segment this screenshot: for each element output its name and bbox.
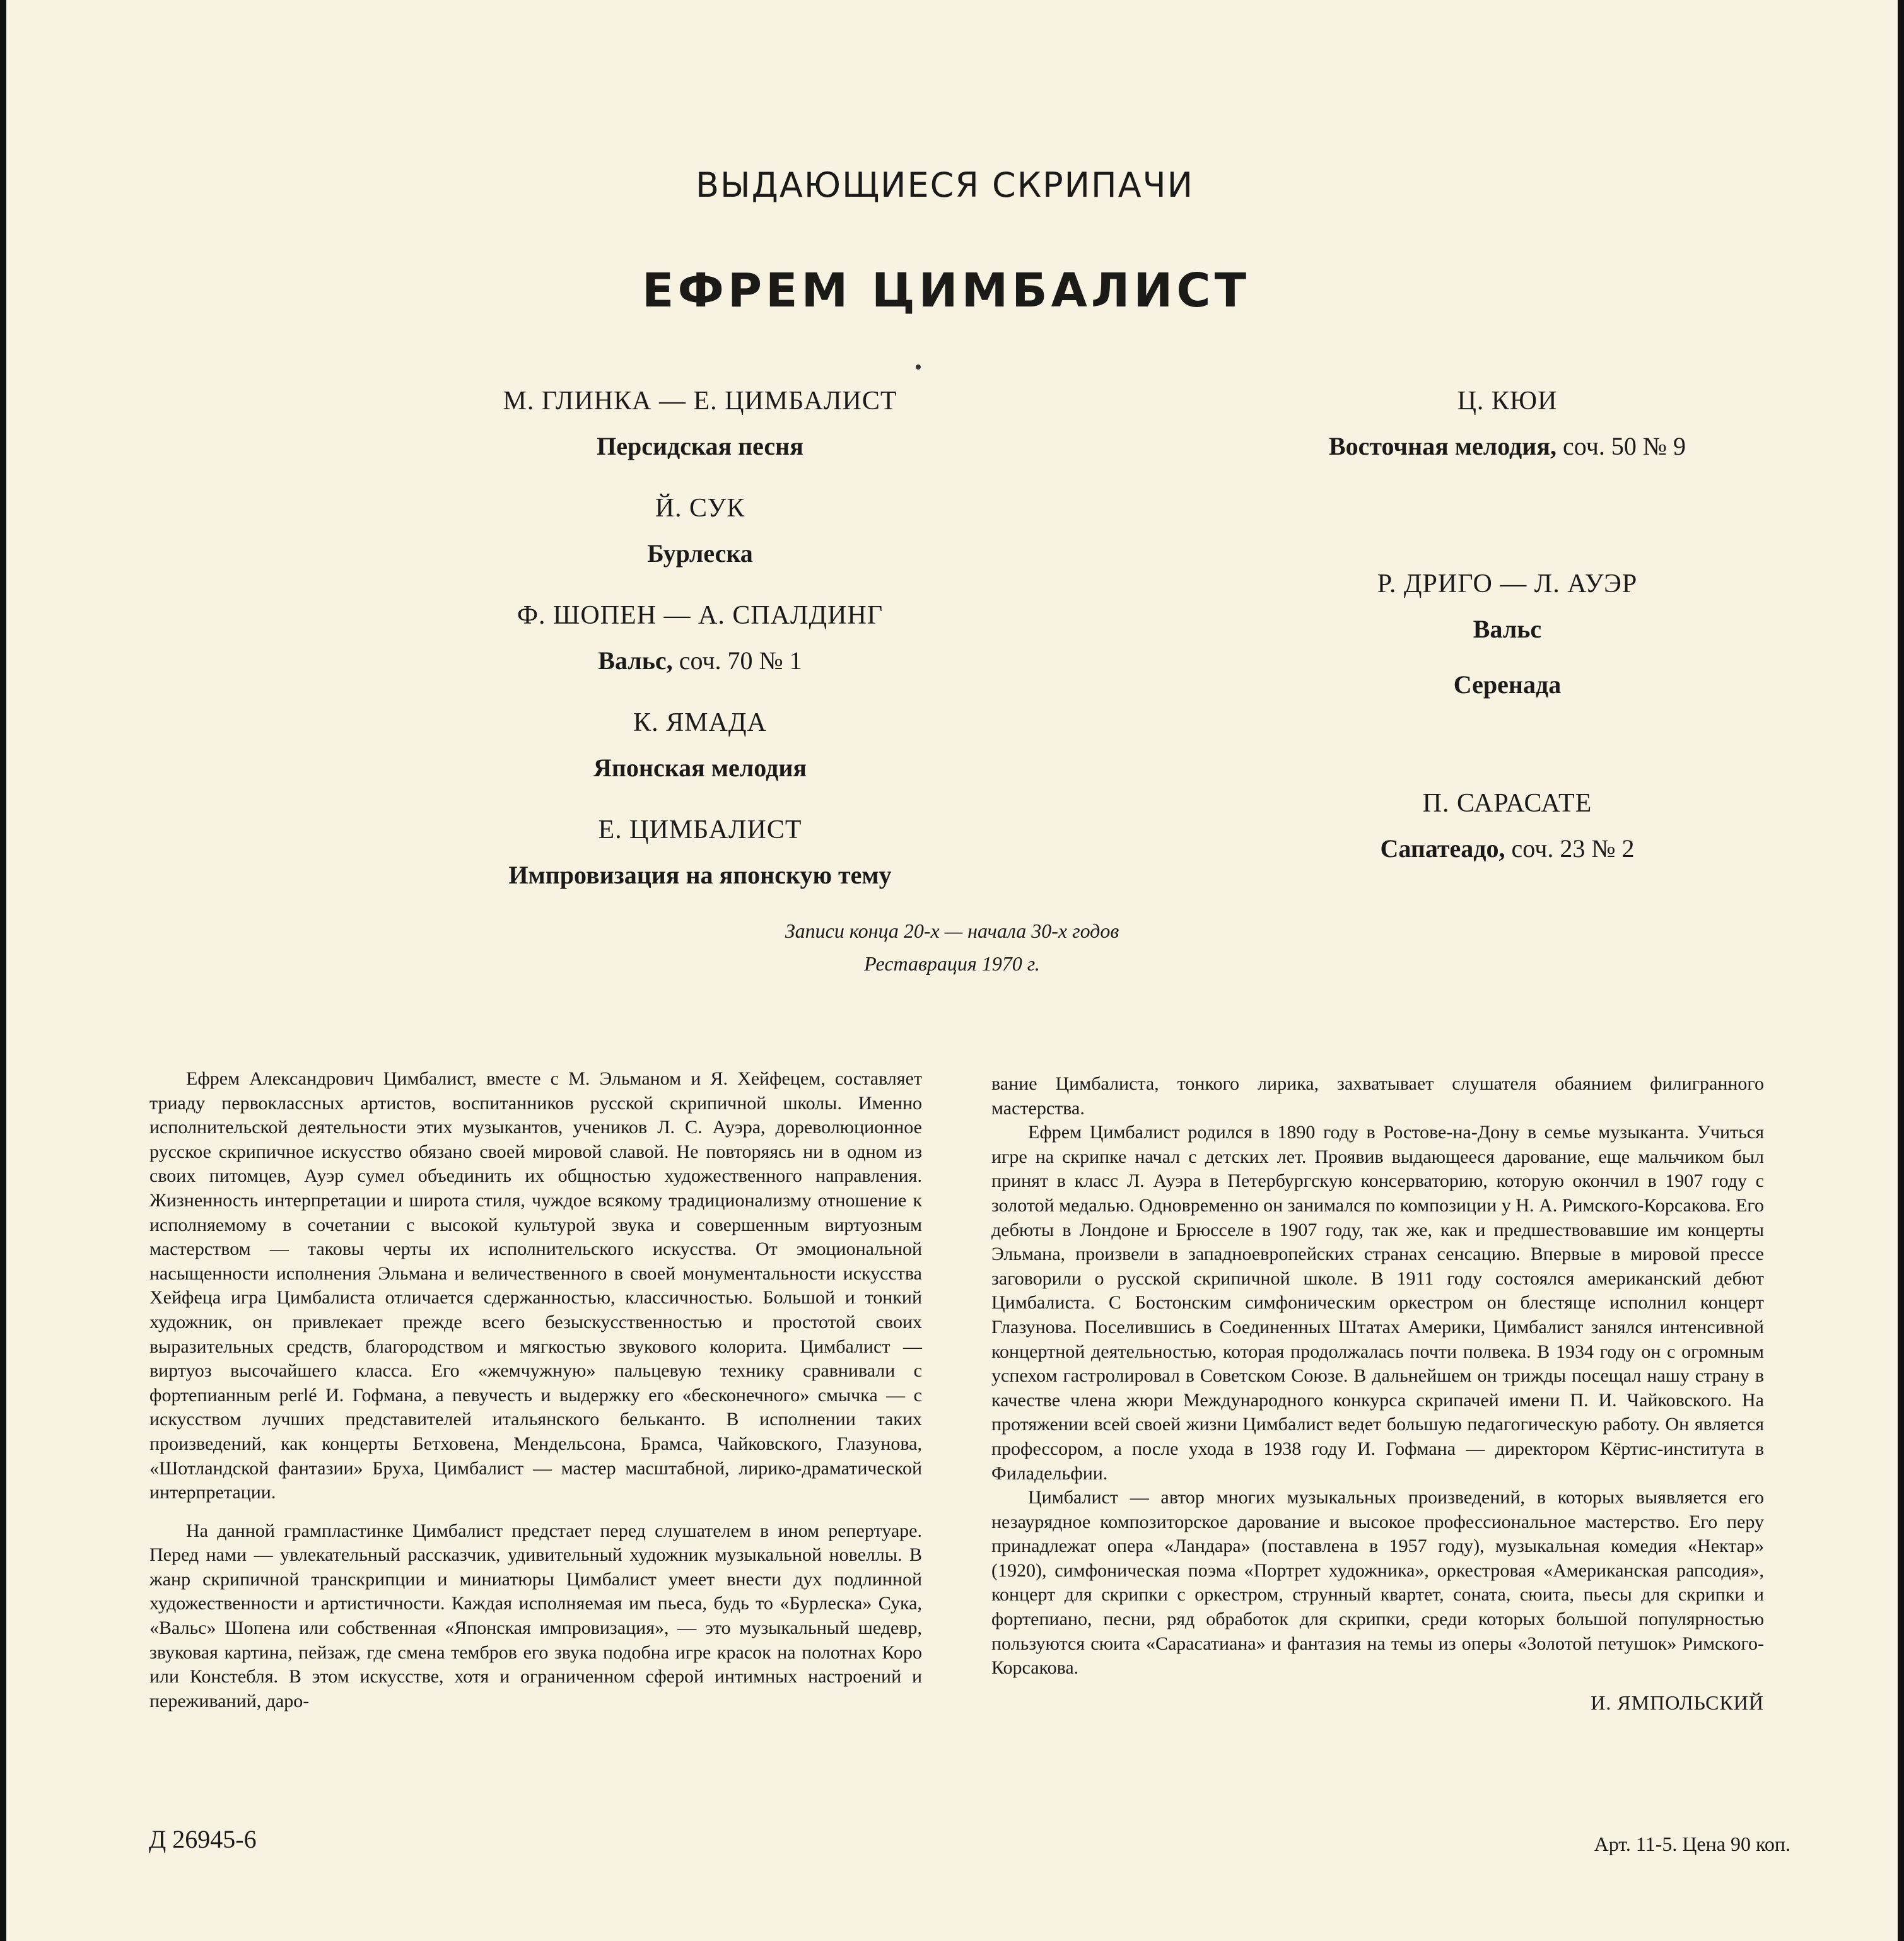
composer: К. ЯМАДА <box>633 708 767 737</box>
recording-note: Записи конца 20-х — начала 30-х годов <box>785 919 1119 942</box>
essay-paragraph: Ефрем Цимбалист родился в 1890 году в Ростове-на-Дону в семье музыканта. Учиться игре на скрипке начал с детских лет. Проявив выдающееся дарование, еще мальчиком был принят в класс Л. Ауэра в Петербургскую консерваторию, которую окончил в 1907 году с золотой медалью. Одновременно он занимался по композиции у Н. А. Римского-Корсакова. Его дебюты в Лондоне и Брюсселе в 1907 году, так же, как и предшествовавшие им концерты Эльмана, произвели в западноевропейских странах сенсацию. Впервые в мировой прессе заговорили о русской скрипичной школе. В 1911 году состоялся американский дебют Цимбалиста. С Бостонским симфоническим оркестром он блестяще исполнил концерт Глазунова. Поселившись в Соединенных Штатах Америки, Цимбалист занялся интенсивной концертной деятельностью, которая продолжалась почти полвека. В 1934 году он с огромным успехом гастролировал в Советском Союзе. В дальнейшем он трижды посещал нашу страну в качестве члена жюри Международного конкурса скрипачей имени П. И. Чайковского. На протяжении всей своей жизни Цимбалист ведет большую педагогическую работу. Он является профессором, а после ухода в 1938 году И. Гофмана — директором Кёртис-института в Филадельфии. <box>991 1122 1764 1484</box>
essay-paragraph: Ефрем Александрович Цимбалист, вместе с М. Эльманом и Я. Хейфецем, составляет триаду первоклассных артистов, воспитанников русской скрипичной школы. Именно исполнительской деятельности этих музыкантов, учеников Л. С. Ауэра, дореволюционное русское скрипичное искусство обязано своей мировой славой. Не повторяясь ни в одном из своих питомцев, Ауэр сумел объединить их общностью художественного направления. Жизненность интерпретации и широта стиля, чуждое всякому традиционализму отношение к исполняемому в сочетании с высокой культурой звука и совершенным виртуозным мастерством — таковы черты их исполнительского искусства. От эмоциональной насыщенности исполнения Эльмана и величественного в своей монументальности искусства Хейфеца игра Цимбалиста отличается сдержанностью, классичностью. Большой и тонкий художник, он привлекает прежде всего безыскусственностью и простотой своих выразительных средств, благородством и мягкостью звукового колорита. Цимбалист — виртуоз высочайшего класса. Его «жемчужную» пальцевую технику сравнивали с фортепианным perlé И. Гофмана, а певучесть и выдержку его «бесконечного» смычка — с искусством лучших представителей итальянского бельканто. В исполнении таких произведений, как концерты Бетховена, Мендельсона, Брамса, Чайковского, Глазунова, «Шотландской фантазии» Бруха, Цимбалист — мастер масштабной, лирико-драматической интерпретации. <box>149 1068 922 1503</box>
essay-author: И. ЯМПОЛЬСКИЙ <box>1591 1691 1764 1714</box>
essay-column-right <box>991 1072 1764 1715</box>
composer: Й. СУК <box>655 494 745 523</box>
essay-column-left <box>149 1067 922 1713</box>
restoration-note: Реставрация 1970 г. <box>864 952 1040 975</box>
opus: соч. 70 № 1 <box>679 646 802 675</box>
series-title: ВЫДАЮЩИЕСЯ СКРИПАЧИ <box>695 165 1194 205</box>
essay-paragraph: вание Цимбалиста, тонкого лирика, захватывает слушателя обаянием филигранного мастерства. <box>991 1073 1764 1119</box>
work-title: Импровизация на японскую тему <box>508 861 892 889</box>
opus: соч. 50 № 9 <box>1562 432 1686 460</box>
catalog-number: Д 26945-6 <box>149 1825 257 1853</box>
composer: Ц. КЮИ <box>1457 387 1558 416</box>
work-title: Сапатеадо, соч. 23 № 2 <box>1380 834 1635 863</box>
price-label: Арт. 11-5. Цена 90 коп. <box>1594 1833 1790 1855</box>
composer: Ф. ШОПЕН — А. СПАЛДИНГ <box>517 601 884 630</box>
track-list-right <box>1034 378 1904 888</box>
work-title: Японская мелодия <box>593 754 807 782</box>
work-title: Бурлеска <box>647 539 753 568</box>
artist-name: ЕФРЕМ ЦИМБАЛИСТ <box>641 264 1251 318</box>
print-dot <box>916 364 921 370</box>
composer: П. САРАСАТЕ <box>1422 789 1592 818</box>
opus: соч. 23 № 2 <box>1511 834 1635 863</box>
essay-paragraph: На данной грампластинке Цимбалист предстает перед слушателем в ином репертуаре. Перед нами — увлекательный рассказчик, удивительный художник музыкальной новеллы. В жанр скрипичной транскрипции и миниатюры Цимбалист умеет внести дух подлинной художественности и артистичности. Каждая исполняемая им пьеса, будь то «Бурлеска» Сука, «Вальс» Шопена или собственная «Японская импровизация», — это музыкальный шедевр, звуковая картина, пейзаж, где смена тембров его звука подобна игре красок на полотнах Коро или Констебля. В этом искусстве, хотя и ограниченном сферой интимных настроений и переживаний, даро- <box>149 1520 922 1711</box>
composer: Е. ЦИМБАЛИСТ <box>598 815 802 844</box>
composer: Р. ДРИГО — Л. АУЭР <box>1377 569 1638 598</box>
work-title: Персидская песня <box>597 432 803 460</box>
work-title: Восточная мелодия, соч. 50 № 9 <box>1329 432 1686 460</box>
work-title: Вальс <box>1473 615 1542 643</box>
essay-paragraph: Цимбалист — автор многих музыкальных произведений, в которых выявляется его незаурядное композиторское дарование и высокое профессиональное мастерство. Его перу принадлежат опера «Ландара» (поставлена в 1957 году), музыкальная комедия «Нектар» (1920), симфоническая поэма «Портрет художника», оркестровая «Американская рапсодия», концерт для скрипки с оркестром, струнный квартет, соната, сюита, пьесы для скрипки и фортепиано, песни, ряд обработок для скрипки, среди которых большой популярностью пользуются сюита «Сарасатиана» и фантазия на темы из оперы «Золотой петушок» Римского-Корсакова. <box>991 1487 1764 1679</box>
work-title: Серенада <box>1453 670 1562 699</box>
composer: М. ГЛИНКА — Е. ЦИМБАЛИСТ <box>503 387 897 416</box>
track-list-left <box>227 378 1173 914</box>
work-title: Вальс, соч. 70 № 1 <box>598 646 802 675</box>
